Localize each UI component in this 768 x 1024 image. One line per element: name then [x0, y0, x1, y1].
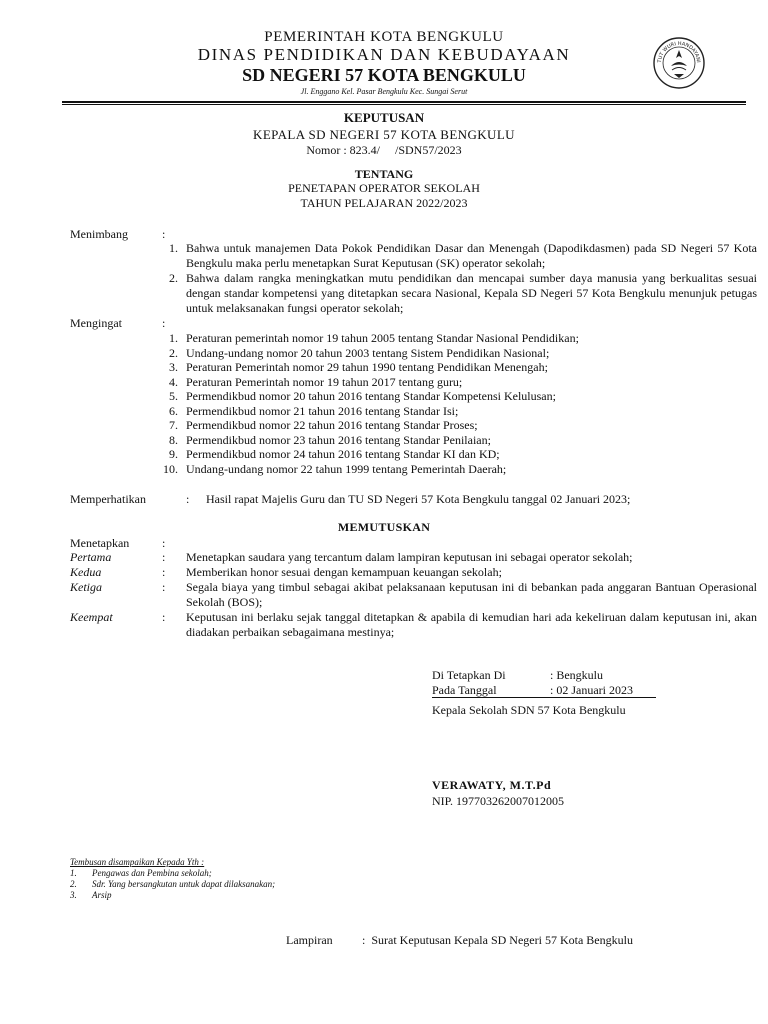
mengingat-item: Peraturan Pemerintah nomor 29 tahun 1990 tentang Pendidikan Menengah; [186, 360, 548, 374]
menimbang-item: Bahwa dalam rangka meningkatkan mutu pendidikan dan mencapai sumber daya manusia yang berkualitas sesuai dengan standar kompetensi yang ditetapkan secara Nasional, Kepala SD Negeri 57 Kota Bengkulu menunjuk petugas untuk melaksanakan fungsi operator sekolah; [186, 271, 757, 315]
mengingat-num: 2. [169, 346, 178, 360]
mengingat-item: Permendikbud nomor 21 tahun 2016 tentang Standar Isi; [186, 404, 459, 418]
title-subject: PENETAPAN OPERATOR SEKOLAH [288, 181, 480, 195]
tembusan-item: Pengawas dan Pembina sekolah; [92, 868, 212, 878]
mengingat-num: 4. [169, 375, 178, 389]
mengingat-item: Peraturan Pemerintah nomor 19 tahun 2017 tentang guru; [186, 375, 463, 389]
lampiran-value: : Surat Keputusan Kepala SD Negeri 57 Kota Bengkulu [362, 933, 633, 947]
mengingat-num: 6. [169, 404, 178, 418]
memperhatikan-label: Memperhatikan [70, 492, 146, 506]
menimbang-num: 1. [169, 241, 178, 255]
memperhatikan-colon: : [186, 492, 190, 506]
menetapkan-item-label: Keempat [70, 610, 113, 624]
menetapkan-item-label: Ketiga [70, 580, 102, 594]
menetapkan-item-text: Segala biaya yang timbul sebagai akibat pelaksanaan keputusan ini di bebankan pada anggaran Bantuan Operasional Sekolah (BOS); [186, 580, 757, 609]
menetapkan-item-label: Kedua [70, 565, 102, 579]
mengingat-num: 8. [169, 433, 178, 447]
signature-date-underline [432, 697, 656, 698]
tut-wuri-handayani-logo [652, 36, 706, 90]
signature-date-value: : 02 Januari 2023 [550, 683, 633, 697]
signature-place-label: Di Tetapkan Di [432, 668, 506, 682]
mengingat-num: 3. [169, 360, 178, 374]
title-kepala: KEPALA SD NEGERI 57 KOTA BENGKULU [253, 127, 515, 142]
mengingat-item: Undang-undang nomor 20 tahun 2003 tentang Sistem Pendidikan Nasional; [186, 346, 550, 360]
menetapkan-item-colon: : [162, 610, 166, 624]
header-address: Jl. Enggano Kel. Pasar Bengkulu Kec. Sungai Serut [300, 87, 468, 96]
header-agency: DINAS PENDIDIKAN DAN KEBUDAYAAN [197, 45, 571, 64]
mengingat-item: Permendikbud nomor 20 tahun 2016 tentang Standar Kompetensi Kelulusan; [186, 389, 556, 403]
mengingat-num: 10. [163, 462, 178, 476]
mengingat-num: 5. [169, 389, 178, 403]
tembusan-title: Tembusan disampaikan Kepada Yth : [70, 857, 205, 867]
menetapkan-colon: : [162, 536, 166, 550]
header-school: SD NEGERI 57 KOTA BENGKULU [242, 65, 526, 85]
mengingat-item: Undang-undang nomor 22 tahun 1999 tentang Pemerintah Daerah; [186, 462, 507, 476]
mengingat-item: Permendikbud nomor 23 tahun 2016 tentang Standar Penilaian; [186, 433, 491, 447]
logo-text: TUT WURI HANDAYANI [656, 40, 702, 63]
menetapkan-item-colon: : [162, 580, 166, 594]
mengingat-item: Permendikbud nomor 22 tahun 2016 tentang Standar Proses; [186, 418, 478, 432]
menimbang-colon: : [162, 227, 166, 241]
memutuskan-heading: MEMUTUSKAN [337, 520, 431, 534]
mengingat-label: Mengingat [70, 316, 122, 330]
header-rule-thick [62, 101, 746, 103]
menetapkan-item-text: Memberikan honor sesuai dengan kemampuan keuangan sekolah; [186, 565, 502, 579]
menetapkan-item-text: Keputusan ini berlaku sejak tanggal ditetapkan & apabila di kemudian hari ada kekeliruan dalam keputusan ini, akan diadakan perbaikan sebagaimana mestinya; [186, 610, 757, 639]
title-keputusan: KEPUTUSAN [343, 110, 425, 125]
tembusan-num: 2. [70, 879, 77, 889]
header-government: PEMERINTAH KOTA BENGKULU [264, 29, 504, 45]
mengingat-item: Permendikbud nomor 24 tahun 2016 tentang Standar KI dan KD; [186, 447, 500, 461]
menimbang-label: Menimbang [70, 227, 128, 241]
menetapkan-item-text: Menetapkan saudara yang tercantum dalam lampiran keputusan ini sebagai operator sekolah; [186, 550, 633, 564]
menimbang-num: 2. [169, 271, 178, 285]
mengingat-item: Peraturan pemerintah nomor 19 tahun 2005 tentang Standar Nasional Pendidikan; [186, 331, 579, 345]
mengingat-num: 1. [169, 331, 178, 345]
lampiran-label: Lampiran [286, 933, 333, 947]
tembusan-num: 1. [70, 868, 77, 878]
title-nomor: Nomor : 823.4/ /SDN57/2023 [306, 143, 462, 157]
tembusan-num: 3. [70, 890, 77, 900]
signature-nip: NIP. 197703262007012005 [432, 794, 565, 808]
menetapkan-label: Menetapkan [70, 536, 130, 550]
memperhatikan-text: Hasil rapat Majelis Guru dan TU SD Negeri 57 Kota Bengkulu tanggal 02 Januari 2023; [206, 492, 631, 506]
tembusan-item: Arsip [92, 890, 112, 900]
menetapkan-item-colon: : [162, 565, 166, 579]
signature-position: Kepala Sekolah SDN 57 Kota Bengkulu [432, 703, 626, 717]
mengingat-num: 7. [169, 418, 178, 432]
mengingat-colon: : [162, 316, 166, 330]
header-rule-thin [62, 104, 746, 105]
title-year: TAHUN PELAJARAN 2022/2023 [300, 196, 468, 210]
menimbang-item: Bahwa untuk manajemen Data Pokok Pendidikan Dasar dan Menengah (Dapodikdasmen) pada SD Negeri 57 Kota Bengkulu maka perlu menetapkan Surat Keputusan (SK) operator sekolah; [186, 241, 757, 270]
menetapkan-item-label: Pertama [70, 550, 112, 564]
mengingat-num: 9. [169, 447, 178, 461]
title-tentang: TENTANG [354, 167, 414, 181]
signature-date-label: Pada Tanggal [432, 683, 497, 697]
signature-name: VERAWATY, M.T.Pd [432, 778, 552, 792]
tembusan-item: Sdr. Yang bersangkutan untuk dapat dilaksanakan; [92, 879, 276, 889]
menetapkan-item-colon: : [162, 550, 166, 564]
signature-place-value: : Bengkulu [550, 668, 603, 682]
